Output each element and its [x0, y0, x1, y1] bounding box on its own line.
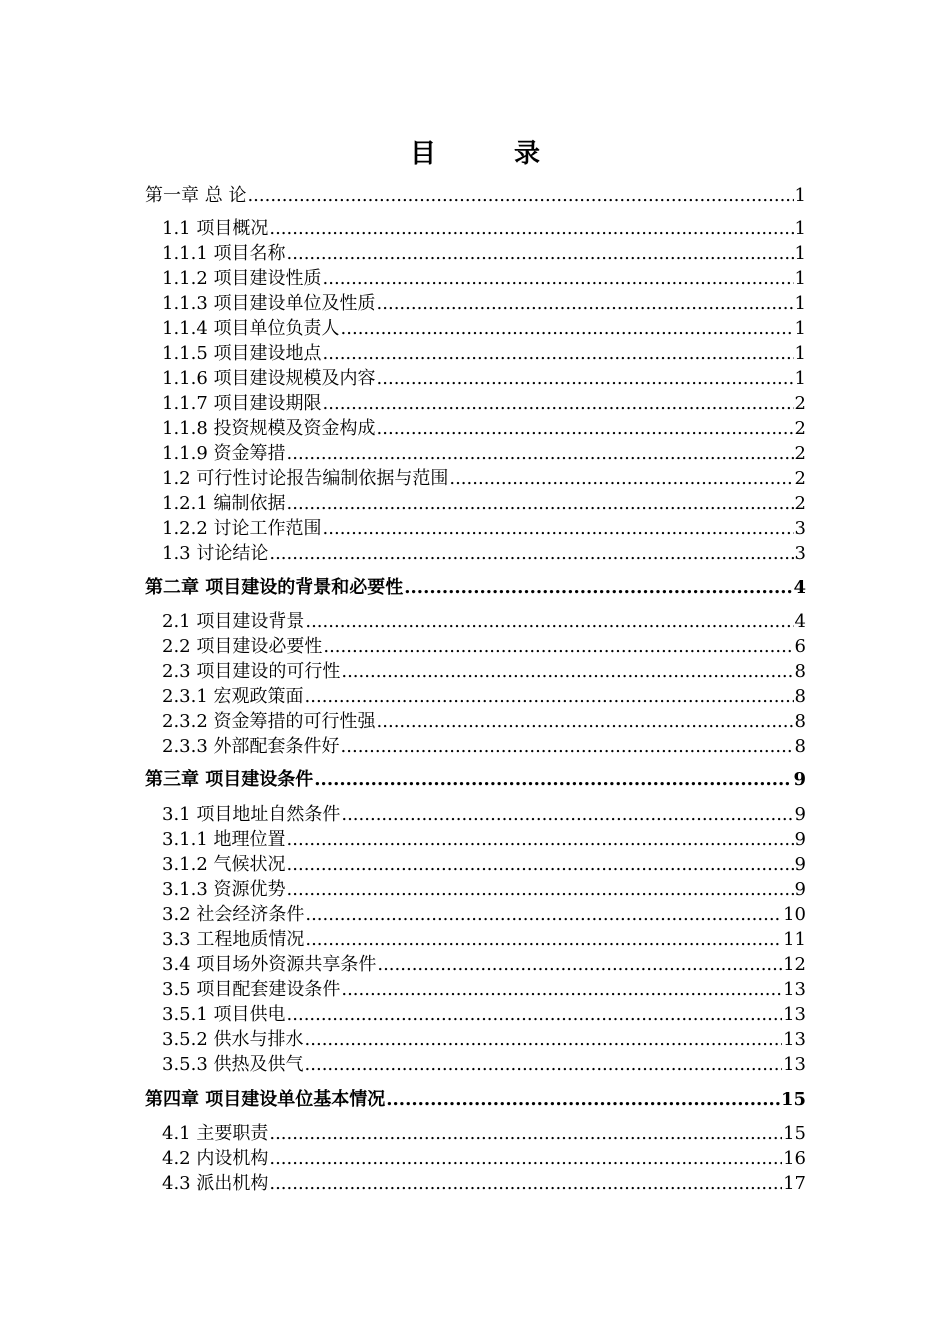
dot-leader [287, 878, 794, 902]
toc-entry-row [162, 467, 806, 491]
toc-entry-label: 3.5.3 供热及供气 [162, 1054, 304, 1075]
toc-entry-label: 1.1 项目概况 [162, 218, 269, 239]
toc-page-number: 2 [794, 418, 806, 439]
dot-leader [323, 635, 793, 659]
toc-entry-row [145, 1088, 806, 1112]
toc-entry[interactable] [0, 267, 950, 291]
dot-leader [287, 442, 794, 466]
toc-entry[interactable] [0, 492, 950, 516]
toc-entry-row [162, 1003, 806, 1027]
dot-leader [341, 735, 794, 759]
toc-entry-row [162, 292, 806, 316]
toc-entry-row [162, 367, 806, 391]
toc-entry[interactable] [0, 342, 950, 366]
toc-page-number: 3 [794, 518, 806, 539]
page-title: 目 录 [409, 139, 566, 169]
toc-page-number: 1 [794, 343, 806, 364]
toc-entry-label: 4.1 主要职责 [162, 1123, 269, 1144]
toc-entry[interactable] [0, 1172, 950, 1196]
toc-entry-row [162, 342, 806, 366]
dot-leader [386, 1088, 780, 1112]
toc-entry-row [162, 685, 806, 709]
toc-chapter-entry[interactable] [0, 576, 950, 600]
toc-page-number: 2 [794, 493, 806, 514]
toc-entry-label: 1.1.4 项目单位负责人 [162, 318, 340, 339]
toc-entry-label: 1.1.6 项目建设规模及内容 [162, 368, 376, 389]
toc-page-number: 8 [794, 711, 806, 732]
toc-entry-row [162, 953, 806, 977]
toc-entry[interactable] [0, 660, 950, 684]
toc-entry-label: 1.2 可行性讨论报告编制依据与范围 [162, 468, 449, 489]
toc-entry-row [162, 217, 806, 241]
toc-entry-row [162, 1172, 806, 1196]
toc-page-number: 3 [794, 543, 806, 564]
toc-entry-label: 2.2 项目建设必要性 [162, 636, 323, 657]
dot-leader [287, 853, 794, 877]
toc-entry[interactable] [0, 928, 950, 952]
toc-entry-row [145, 576, 806, 600]
toc-page-number: 12 [783, 954, 806, 975]
toc-entry[interactable] [0, 417, 950, 441]
toc-entry[interactable] [0, 853, 950, 877]
toc-entry[interactable] [0, 217, 950, 241]
dot-leader [377, 710, 794, 734]
toc-entry-label: 第一章 总 论 [145, 185, 247, 206]
toc-page-number: 1 [794, 368, 806, 389]
dot-leader [341, 317, 794, 341]
toc-entry-label: 2.3.3 外部配套条件好 [162, 736, 340, 757]
dot-leader [314, 768, 792, 792]
toc-entry-row [162, 928, 806, 952]
toc-page-number: 1 [794, 185, 806, 206]
toc-page-number: 15 [783, 1123, 806, 1144]
toc-page-number: 9 [794, 879, 806, 900]
toc-entry-label: 第二章 项目建设的背景和必要性 [145, 577, 404, 598]
toc-entry-row [162, 803, 806, 827]
toc-entry-row [162, 903, 806, 927]
toc-entry[interactable] [0, 735, 950, 759]
toc-entry-label: 第四章 项目建设单位基本情况 [145, 1089, 386, 1110]
toc-entry-row [162, 635, 806, 659]
toc-page-number: 4 [793, 577, 806, 598]
toc-page-number: 9 [794, 804, 806, 825]
toc-entry[interactable] [0, 317, 950, 341]
dot-leader [449, 467, 793, 491]
dot-leader [377, 417, 794, 441]
toc-entry-label: 2.3.1 宏观政策面 [162, 686, 304, 707]
toc-entry[interactable] [0, 828, 950, 852]
dot-leader [269, 1122, 782, 1146]
toc-entry[interactable] [0, 1003, 950, 1027]
toc-page-number: 2 [794, 443, 806, 464]
toc-page-number: 1 [794, 218, 806, 239]
toc-entry-label: 3.1.3 资源优势 [162, 879, 286, 900]
dot-leader [404, 576, 792, 600]
toc-entry[interactable] [0, 803, 950, 827]
toc-entry-label: 1.1.1 项目名称 [162, 243, 286, 264]
toc-entry-label: 1.1.7 项目建设期限 [162, 393, 322, 414]
toc-entry-row [162, 492, 806, 516]
dot-leader [341, 660, 793, 684]
toc-entry[interactable] [0, 1028, 950, 1052]
toc-entry[interactable] [0, 1147, 950, 1171]
toc-entry[interactable] [0, 442, 950, 466]
dot-leader [305, 685, 794, 709]
toc-entry-row [162, 1053, 806, 1077]
toc-entry-label: 1.1.9 资金筹措 [162, 443, 286, 464]
toc-page-number: 1 [794, 318, 806, 339]
toc-entry-label: 1.1.2 项目建设性质 [162, 268, 322, 289]
dot-leader [323, 342, 794, 366]
toc-page-number: 2 [794, 468, 806, 489]
dot-leader [247, 184, 793, 208]
toc-page-number: 8 [794, 686, 806, 707]
toc-entry[interactable] [0, 542, 950, 566]
toc-entry-label: 3.5 项目配套建设条件 [162, 979, 341, 1000]
toc-page-number: 16 [783, 1148, 806, 1169]
toc-entry-label: 2.3.2 资金筹措的可行性强 [162, 711, 376, 732]
toc-page-number: 13 [783, 1054, 806, 1075]
toc-entry-label: 3.4 项目场外资源共享条件 [162, 954, 377, 975]
dot-leader [287, 492, 794, 516]
toc-entry-label: 4.2 内设机构 [162, 1148, 269, 1169]
toc-entry-row [162, 267, 806, 291]
toc-page-number: 11 [783, 929, 806, 950]
dot-leader [305, 1053, 783, 1077]
toc-entry-label: 2.3 项目建设的可行性 [162, 661, 341, 682]
toc-entry-row [162, 878, 806, 902]
toc-entry-label: 3.1.1 地理位置 [162, 829, 286, 850]
toc-entry[interactable] [0, 392, 950, 416]
toc-chapter-entry[interactable] [0, 1088, 950, 1112]
toc-page-number: 2 [794, 393, 806, 414]
dot-leader [305, 903, 782, 927]
dot-leader [377, 367, 794, 391]
toc-entry[interactable] [0, 1053, 950, 1077]
toc-page-number: 1 [794, 293, 806, 314]
toc-entry-label: 第三章 项目建设条件 [145, 769, 314, 790]
toc-entry-row [145, 768, 806, 792]
toc-entry-row [162, 1147, 806, 1171]
toc-entry-label: 1.1.5 项目建设地点 [162, 343, 322, 364]
toc-page-number: 13 [783, 1004, 806, 1025]
dot-leader [287, 828, 794, 852]
toc-entry-row [145, 184, 806, 208]
dot-leader [305, 928, 782, 952]
toc-chapter-entry[interactable] [0, 184, 950, 208]
toc-chapter-entry[interactable] [0, 768, 950, 792]
toc-page-number: 17 [783, 1173, 806, 1194]
dot-leader [341, 803, 793, 827]
dot-leader [269, 1147, 782, 1171]
toc-entry[interactable] [0, 517, 950, 541]
toc-entry[interactable] [0, 878, 950, 902]
toc-entry-row [162, 853, 806, 877]
toc-page-number: 8 [794, 661, 806, 682]
toc-entry[interactable] [0, 467, 950, 491]
toc-entry-row [162, 317, 806, 341]
dot-leader [377, 292, 794, 316]
toc-entry-label: 3.1 项目地址自然条件 [162, 804, 341, 825]
toc-page-number: 9 [794, 854, 806, 875]
toc-page-number: 8 [794, 736, 806, 757]
toc-page-number: 13 [783, 1029, 806, 1050]
dot-leader [377, 953, 782, 977]
toc-entry-row [162, 735, 806, 759]
toc-entry-row [162, 417, 806, 441]
toc-entry[interactable] [0, 978, 950, 1002]
toc-page-number: 9 [793, 769, 806, 790]
toc-page-number: 9 [794, 829, 806, 850]
toc-entry-label: 1.1.8 投资规模及资金构成 [162, 418, 376, 439]
dot-leader [341, 978, 782, 1002]
toc-entry-label: 3.2 社会经济条件 [162, 904, 305, 925]
toc-entry[interactable] [0, 367, 950, 391]
toc-entry-row [162, 392, 806, 416]
dot-leader [269, 1172, 782, 1196]
dot-leader [269, 542, 793, 566]
toc-entry-label: 1.3 讨论结论 [162, 543, 269, 564]
dot-leader [287, 242, 794, 266]
toc-entry[interactable] [0, 685, 950, 709]
toc-entry-label: 1.2.1 编制依据 [162, 493, 286, 514]
toc-entry-row [162, 1028, 806, 1052]
toc-page-number: 1 [794, 268, 806, 289]
toc-page-number: 4 [794, 611, 806, 632]
toc-entry-label: 3.5.2 供水与排水 [162, 1029, 304, 1050]
toc-entry-label: 3.3 工程地质情况 [162, 929, 305, 950]
toc-entry[interactable] [0, 242, 950, 266]
toc-page-number: 13 [783, 979, 806, 1000]
toc-entry-row [162, 517, 806, 541]
toc-entry[interactable] [0, 610, 950, 634]
toc-entry[interactable] [0, 635, 950, 659]
toc-entry-label: 1.1.3 项目建设单位及性质 [162, 293, 376, 314]
toc-entry-label: 1.2.2 讨论工作范围 [162, 518, 322, 539]
toc-entry[interactable] [0, 903, 950, 927]
toc-entry-row [162, 242, 806, 266]
toc-entry-row [162, 660, 806, 684]
dot-leader [323, 517, 794, 541]
dot-leader [323, 267, 794, 291]
dot-leader [305, 1028, 783, 1052]
toc-entry[interactable] [0, 953, 950, 977]
toc-page-number: 10 [783, 904, 806, 925]
toc-page-number: 1 [794, 243, 806, 264]
toc-entry-label: 2.1 项目建设背景 [162, 611, 305, 632]
toc-entry-label: 3.1.2 气候状况 [162, 854, 286, 875]
toc-entry-row [162, 828, 806, 852]
toc-entry-row [162, 542, 806, 566]
dot-leader [305, 610, 793, 634]
toc-entry-row [162, 610, 806, 634]
toc-entry-row [162, 978, 806, 1002]
toc-entry-row [162, 710, 806, 734]
toc-entry-row [162, 1122, 806, 1146]
dot-leader [287, 1003, 783, 1027]
toc-entry-label: 3.5.1 项目供电 [162, 1004, 286, 1025]
toc-entry-label: 4.3 派出机构 [162, 1173, 269, 1194]
dot-leader [269, 217, 793, 241]
toc-entry[interactable] [0, 292, 950, 316]
toc-entry[interactable] [0, 1122, 950, 1146]
toc-page-number: 15 [780, 1089, 806, 1110]
dot-leader [323, 392, 794, 416]
toc-entry-row [162, 442, 806, 466]
toc-page-number: 6 [794, 636, 806, 657]
toc-entry[interactable] [0, 710, 950, 734]
